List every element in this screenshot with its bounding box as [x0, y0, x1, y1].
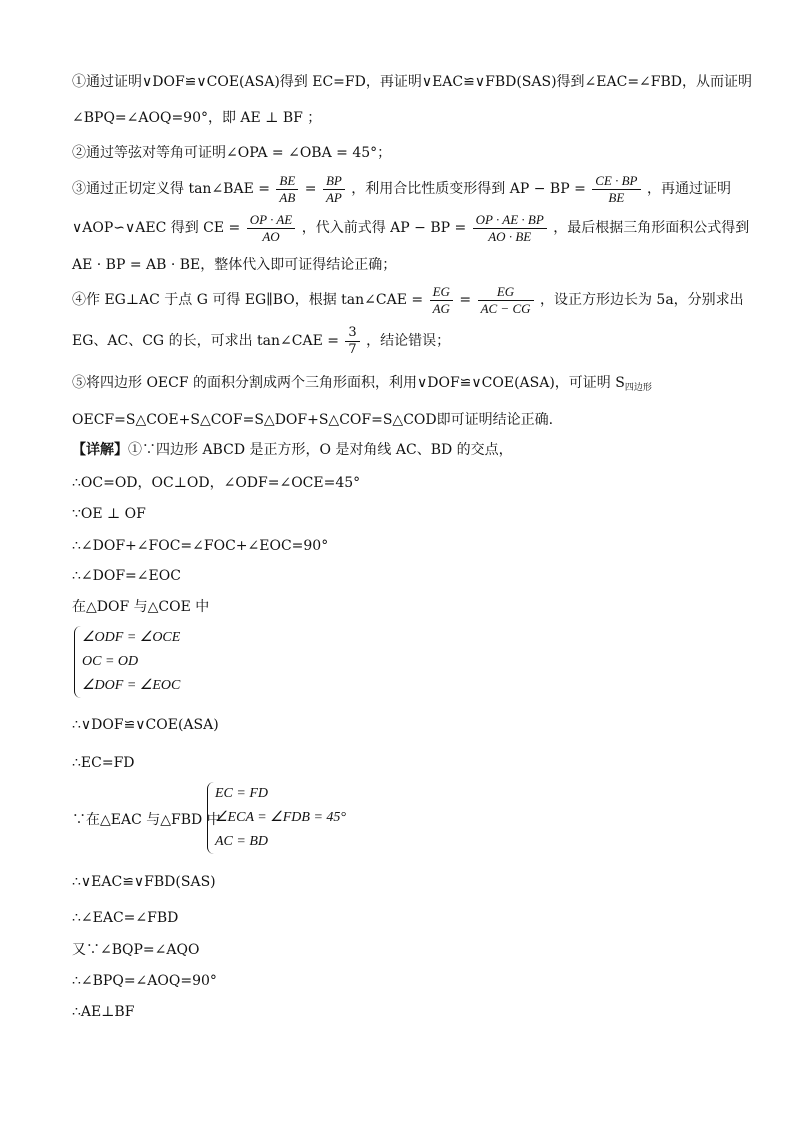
detail-line-4: ∴∠DOF+∠FOC=∠FOC+∠EOC=90°: [72, 538, 329, 554]
subscript: 四边形: [624, 383, 652, 393]
detail-line-8: ∴EC=FD: [72, 755, 135, 771]
numerator: OP · AE: [247, 212, 296, 229]
fraction: [430, 284, 453, 317]
denominator: AC − CG: [480, 300, 531, 316]
equation-system-1: [82, 626, 180, 698]
fraction: [247, 212, 296, 245]
analysis-line-5: AE · BP = AB · BE，整体代入即可证得结论正确；: [72, 257, 397, 273]
detail-line-1: [72, 440, 513, 460]
equation-system-2: [215, 782, 346, 854]
detail-line-11: ∴∠EAC=∠FBD: [72, 910, 179, 926]
analysis-line-9: OECF=S△COE+S△COF=S△DOF+S△COF=S△COD即可证明结论正确.: [72, 412, 554, 428]
text: ，设正方形边长为 5a，分别求出: [539, 292, 744, 308]
system-brace-1: [74, 626, 81, 698]
numerator: EG: [478, 284, 534, 301]
analysis-line-1: ①通过证明∨DOF≌∨COE(ASA)得到 EC=FD，再证明∨EAC≌∨FBD(SAS)得到∠EAC=∠FBD，从而证明: [72, 74, 753, 90]
denominator: AO · BE: [488, 228, 532, 244]
denominator: 7: [348, 341, 357, 357]
detail-line-9: ∵在△EAC 与△FBD 中: [72, 812, 221, 828]
fraction: [345, 325, 359, 358]
equation: AC = BD: [215, 834, 268, 849]
denominator: AO: [262, 228, 280, 244]
fraction: [473, 212, 547, 245]
text: ④作 EG⊥AC 于点 G 可得 EG∥BO，根据 tan∠CAE =: [72, 292, 424, 308]
analysis-line-1-cont: ∠BPQ=∠AOQ=90°，即 AE ⊥ BF ；: [72, 110, 322, 126]
detail-line-13: ∴∠BPQ=∠AOQ=90°: [72, 973, 217, 989]
fraction: [592, 173, 640, 206]
system-brace-2: [207, 782, 214, 854]
analysis-line-6: [72, 283, 744, 317]
detail-line-7: ∴∨DOF≌∨COE(ASA): [72, 717, 219, 733]
text: ①∵四边形 ABCD 是正方形，O 是对角线 AC、BD 的交点，: [128, 442, 513, 458]
fraction: [276, 173, 298, 206]
numerator: CE · BP: [592, 173, 640, 190]
fraction: [323, 173, 345, 206]
detail-line-5: ∴∠DOF=∠EOC: [72, 568, 181, 584]
denominator: AG: [432, 300, 450, 316]
equation: ∠DOF = ∠EOC: [82, 678, 181, 693]
text: ，结论错误；: [366, 333, 451, 349]
fraction: [478, 284, 534, 317]
numerator: EG: [430, 284, 453, 301]
analysis-line-4: [72, 211, 749, 245]
detail-line-6: 在△DOF 与△COE 中: [72, 599, 210, 615]
detail-line-3: ∵OE ⊥ OF: [72, 506, 146, 522]
denominator: AP: [325, 189, 342, 205]
text: ，最后根据三角形面积公式得到: [553, 220, 750, 236]
analysis-line-8: [72, 373, 652, 398]
text: EG、AC、CG 的长，可求出 tan∠CAE =: [72, 333, 339, 349]
text: ，利用合比性质变形得到 AP − BP =: [351, 181, 586, 197]
text: ③通过正切定义得 tan∠BAE =: [72, 181, 270, 197]
equation: OC = OD: [82, 654, 139, 669]
denominator: BE: [608, 189, 625, 205]
detail-line-14: ∴AE⊥BF: [72, 1004, 135, 1020]
analysis-line-7: [72, 324, 450, 358]
detail-heading: 【详解】: [72, 442, 128, 458]
detail-line-2: ∴OC=OD，OC⊥OD，∠ODF=∠OCE=45°: [72, 475, 361, 491]
equation: ∠ECA = ∠FDB = 45°: [215, 810, 346, 825]
detail-line-12: 又∵∠BQP=∠AQO: [72, 942, 200, 958]
denominator: AB: [279, 189, 296, 205]
text: ，再通过证明: [646, 181, 731, 197]
numerator: BE: [276, 173, 298, 190]
equation: ∠ODF = ∠OCE: [82, 630, 181, 645]
analysis-line-2: ②通过等弦对等角可证明∠OPA = ∠OBA = 45°；: [72, 145, 392, 161]
analysis-line-3: [72, 172, 731, 206]
text: =: [459, 292, 472, 308]
text: ，代入前式得 AP − BP =: [301, 220, 467, 236]
text: =: [304, 181, 317, 197]
text: ∨AOP∽∨AEC 得到 CE =: [72, 220, 241, 236]
numerator: OP · AE · BP: [473, 212, 547, 229]
text: ⑤将四边形 OECF 的面积分割成两个三角形面积，利用∨DOF≌∨COE(ASA)，可证明 S: [72, 375, 625, 391]
detail-line-10: ∴∨EAC≌∨FBD(SAS): [72, 874, 216, 890]
equation: EC = FD: [215, 786, 268, 801]
numerator: 3: [345, 325, 359, 342]
numerator: BP: [323, 173, 345, 190]
